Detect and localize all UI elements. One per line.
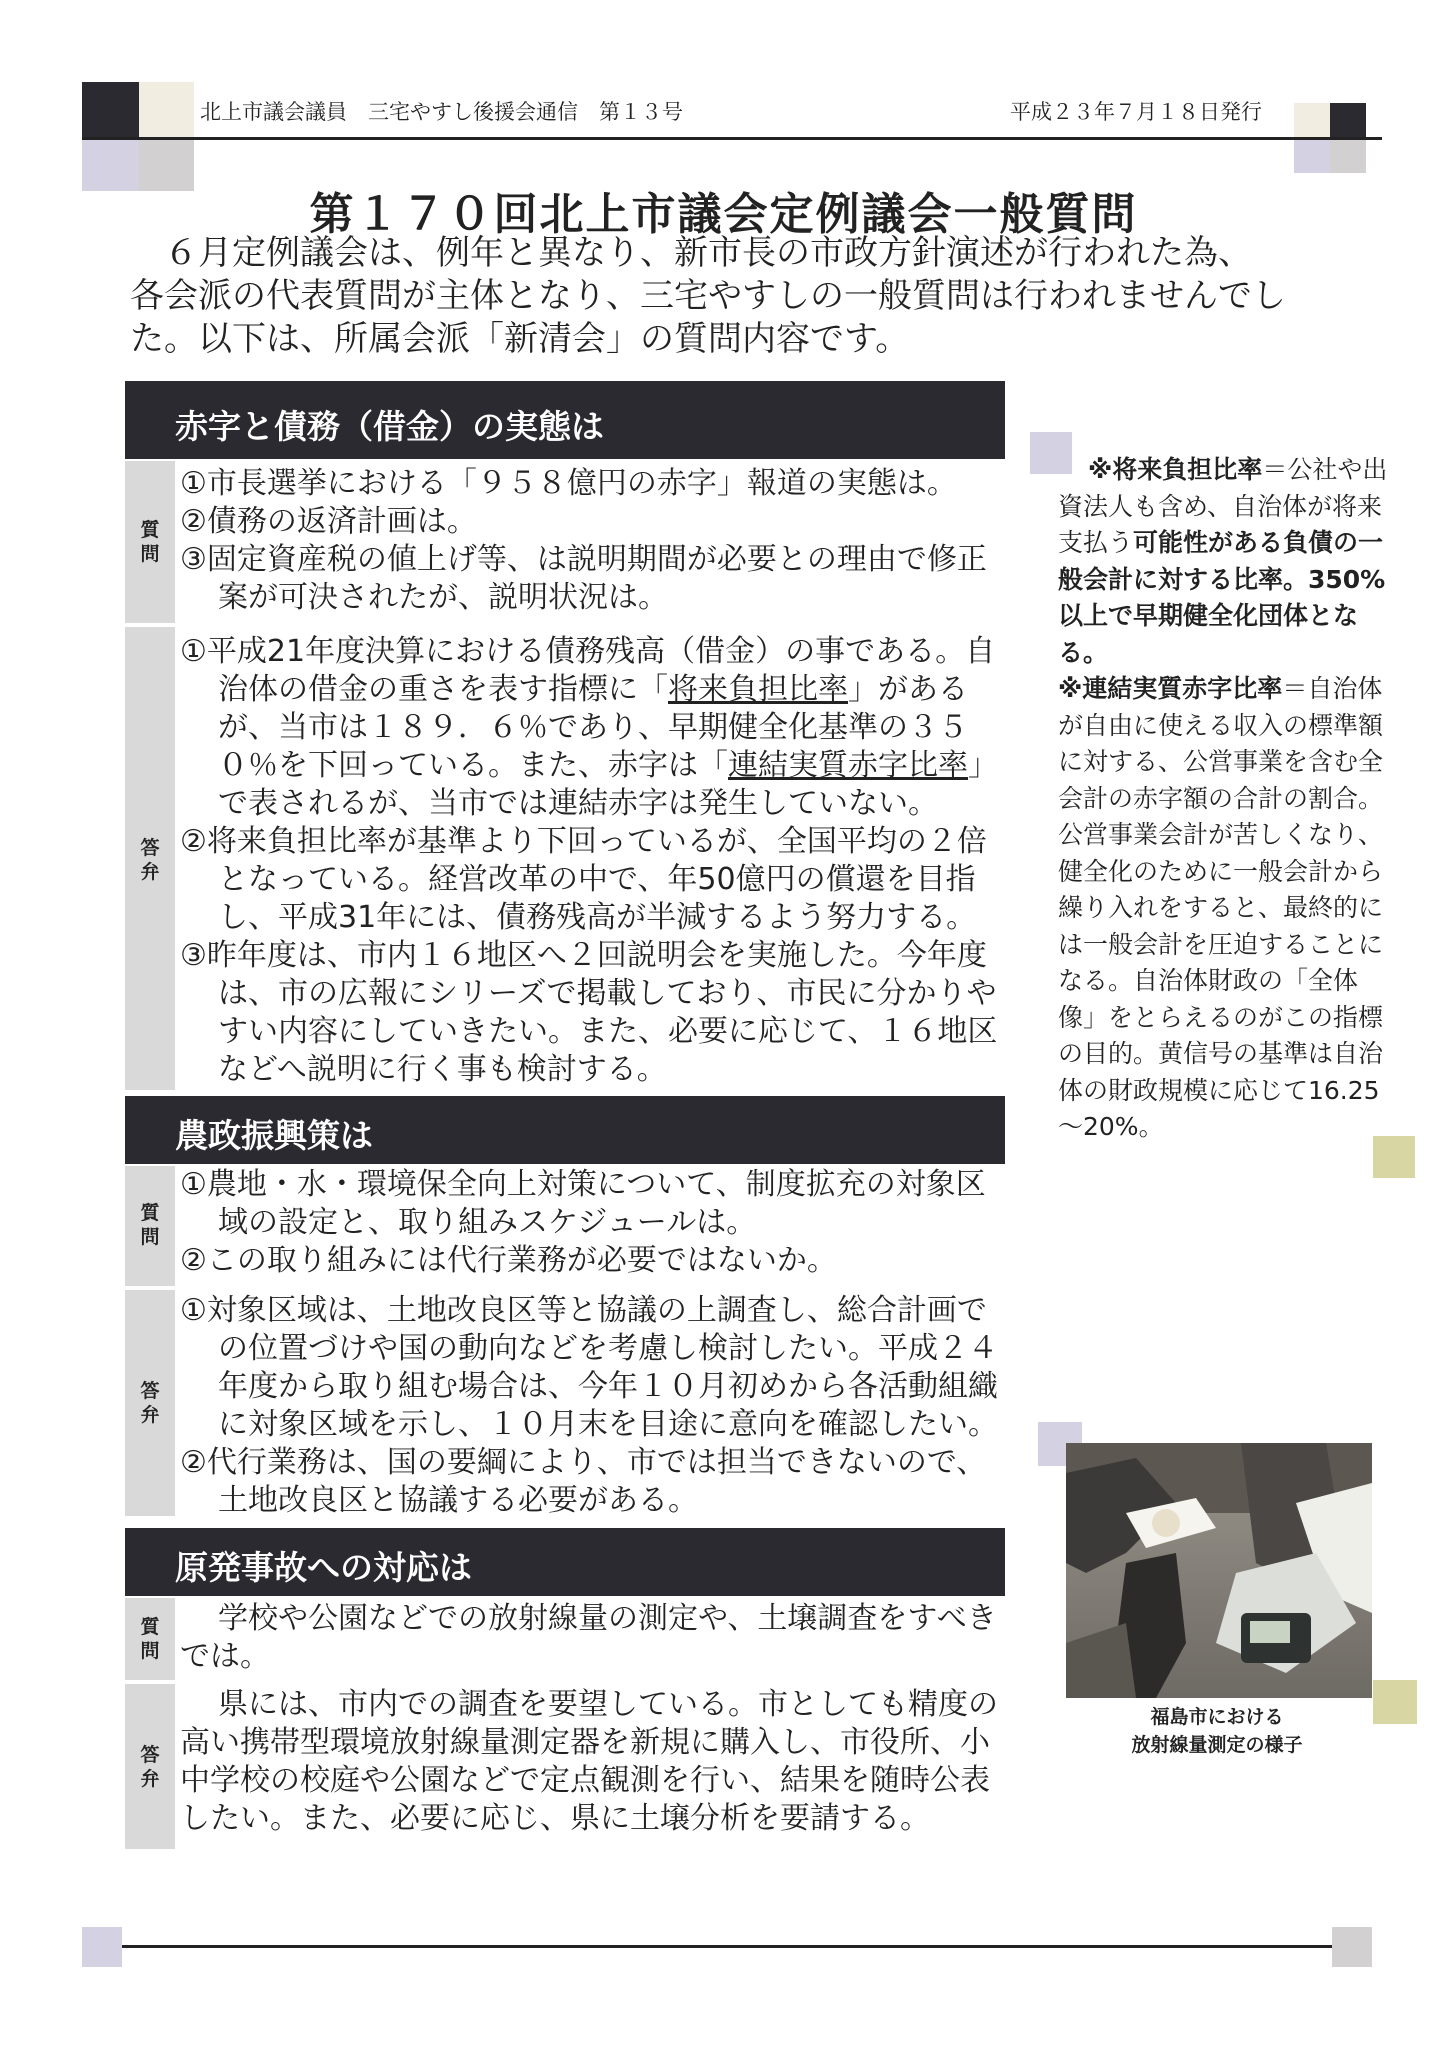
footer-square-grey: [1332, 1927, 1372, 1967]
intro-paragraph: [130, 232, 1310, 361]
section-heading-nuclear: [125, 1528, 1005, 1596]
answer-item: ②代行業務は、国の要綱により、市では担当できないので、土地改良区と協議する必要がある。: [180, 1445, 987, 1518]
radiation-measurement-photo: [1066, 1443, 1372, 1698]
section-heading-text: 赤字と債務（借金）の実態は: [175, 407, 604, 446]
page-title: 第１７０回北上市議会定例議会一般質問: [309, 189, 1138, 240]
question-item: ②債務の返済計画は。: [180, 504, 477, 539]
answer-item: ②将来負担比率が基準より下回っているが、全国平均の２倍となっている。経営改革の中で、年50億円の償還を目指し、平成31年には、債務残高が半減するよう努力する。: [180, 824, 987, 935]
glossary-note: ※将来負担比率＝公社や出資法人も含め、自治体が将来支払う可能性がある負債の一般会計に対する比率。350%以上で早期健全化団体となる。 ※連結実質赤字比率＝自治体が自由に使える収入の標準額に対する、公営事業を含む全会計の赤字額の合計の割合。公営事業会計が苦しくなり、健全化のために一般会計から繰り入れをすると、最終的には一般会計を圧迫することになる。自治体財政の「全体像」をとらえるのがこの指標の目的。黄信号の基準は自治体の財政規模に応じて16.25～20%。: [1058, 455, 1388, 1141]
issue-date: 平成２３年７月１８日発行: [1010, 100, 1262, 124]
sidebar-square-olive: [1373, 1136, 1415, 1178]
answer-label: 答 弁: [125, 1290, 175, 1516]
photo-square-olive: [1373, 1680, 1417, 1724]
answer-block: [125, 1290, 1005, 1516]
header-rule: [82, 137, 1382, 140]
corner-square-beige-right: [1294, 103, 1330, 139]
answer-item: ①対象区域は、土地改良区等と協議の上調査し、総合計画での位置づけや国の動向などを考慮し検討したい。平成２４年度から取り組む場合は、今年１０月初めから各活動組織に対象区域を示し、１０月末を目途に意向を確認したい。: [180, 1293, 998, 1442]
answer-block: [125, 1684, 1005, 1849]
answer-label: 答 弁: [125, 627, 175, 1090]
corner-square-beige: [139, 82, 194, 139]
question-item: ①市長選挙における「９５８億円の赤字」報道の実態は。: [180, 466, 957, 501]
newsletter-name: 北上市議会議員 三宅やすし後援会通信 第１３号: [200, 100, 683, 124]
section-heading-agriculture: [125, 1096, 1005, 1164]
corner-square-dark-right: [1330, 103, 1366, 139]
question-block: [125, 1598, 1005, 1680]
glossary-term-future-burden: ※将来負担比率: [1088, 455, 1263, 484]
corner-square-lavender-right: [1294, 139, 1330, 173]
question-block: [125, 461, 1005, 623]
intro-line: た。以下は、所属会派「新清会」の質問内容です。: [130, 319, 910, 359]
answer-label: 答 弁: [125, 1684, 175, 1849]
question-item: ②この取り組みには代行業務が必要ではないか。: [180, 1243, 837, 1278]
term-consolidated-deficit-ratio: 連結実質赤字比率: [728, 748, 968, 783]
question-label: 質 問: [125, 1598, 175, 1680]
term-future-burden-ratio: 将来負担比率: [668, 672, 848, 707]
corner-square-dark: [82, 82, 139, 139]
glossary-term-consolidated-deficit: ※連結実質赤字比率: [1058, 674, 1283, 703]
question-block: [125, 1166, 1005, 1286]
section-heading-deficit: [125, 381, 1005, 459]
answer-block: [125, 627, 1005, 1090]
footer-square-lavender: [82, 1927, 122, 1967]
intro-line: 各会派の代表質問が主体となり、三宅やすしの一般質問は行われませんでし: [130, 276, 1286, 316]
footer-rule: [122, 1945, 1332, 1948]
question-text: 学校や公園などでの放射線量の測定や、土壌調査をすべきでは。: [180, 1601, 997, 1674]
section-heading-text: 原発事故への対応は: [175, 1548, 472, 1587]
corner-square-grey-right: [1330, 139, 1366, 173]
answer-item: ①平成21年度決算における債務残高（借金）の事である。自治体の借金の重さを表す指標に「将来負担比率」があるが、当市は１８９．６％であり、早期健全化基準の３５０％を下回っている。また、赤字は「連結実質赤字比率」で表されるが、当市では連結赤字は発生していない。: [180, 634, 998, 821]
question-item: ③固定資産税の値上げ等、は説明期間が必要との理由で修正案が可決されたが、説明状況は。: [180, 542, 987, 615]
intro-line: ６月定例議会は、例年と異なり、新市長の市政方針演述が行われた為、: [130, 233, 1252, 273]
question-item: ①農地・水・環境保全向上対策について、制度拡充の対象区域の設定と、取り組みスケジュールは。: [180, 1167, 986, 1240]
question-label: 質 問: [125, 461, 175, 623]
answer-text: 県には、市内での調査を要望している。市としても精度の高い携帯型環境放射線量測定器を新規に購入し、市役所、小中学校の校庭や公園などで定点観測を行い、結果を随時公表したい。また、必要に応じ、県に土壌分析を要請する。: [180, 1687, 998, 1836]
section-heading-text: 農政振興策は: [175, 1116, 373, 1155]
answer-item: ③昨年度は、市内１６地区へ２回説明会を実施した。今年度は、市の広報にシリーズで掲載しており、市民に分かりやすい内容にしていきたい。また、必要に応じて、１６地区などへ説明に行く事も検討する。: [180, 938, 998, 1087]
question-label: 質 問: [125, 1166, 175, 1286]
photo-illustration: [1066, 1443, 1372, 1698]
photo-caption: 福島市における 放射線量測定の様子: [1131, 1706, 1303, 1756]
